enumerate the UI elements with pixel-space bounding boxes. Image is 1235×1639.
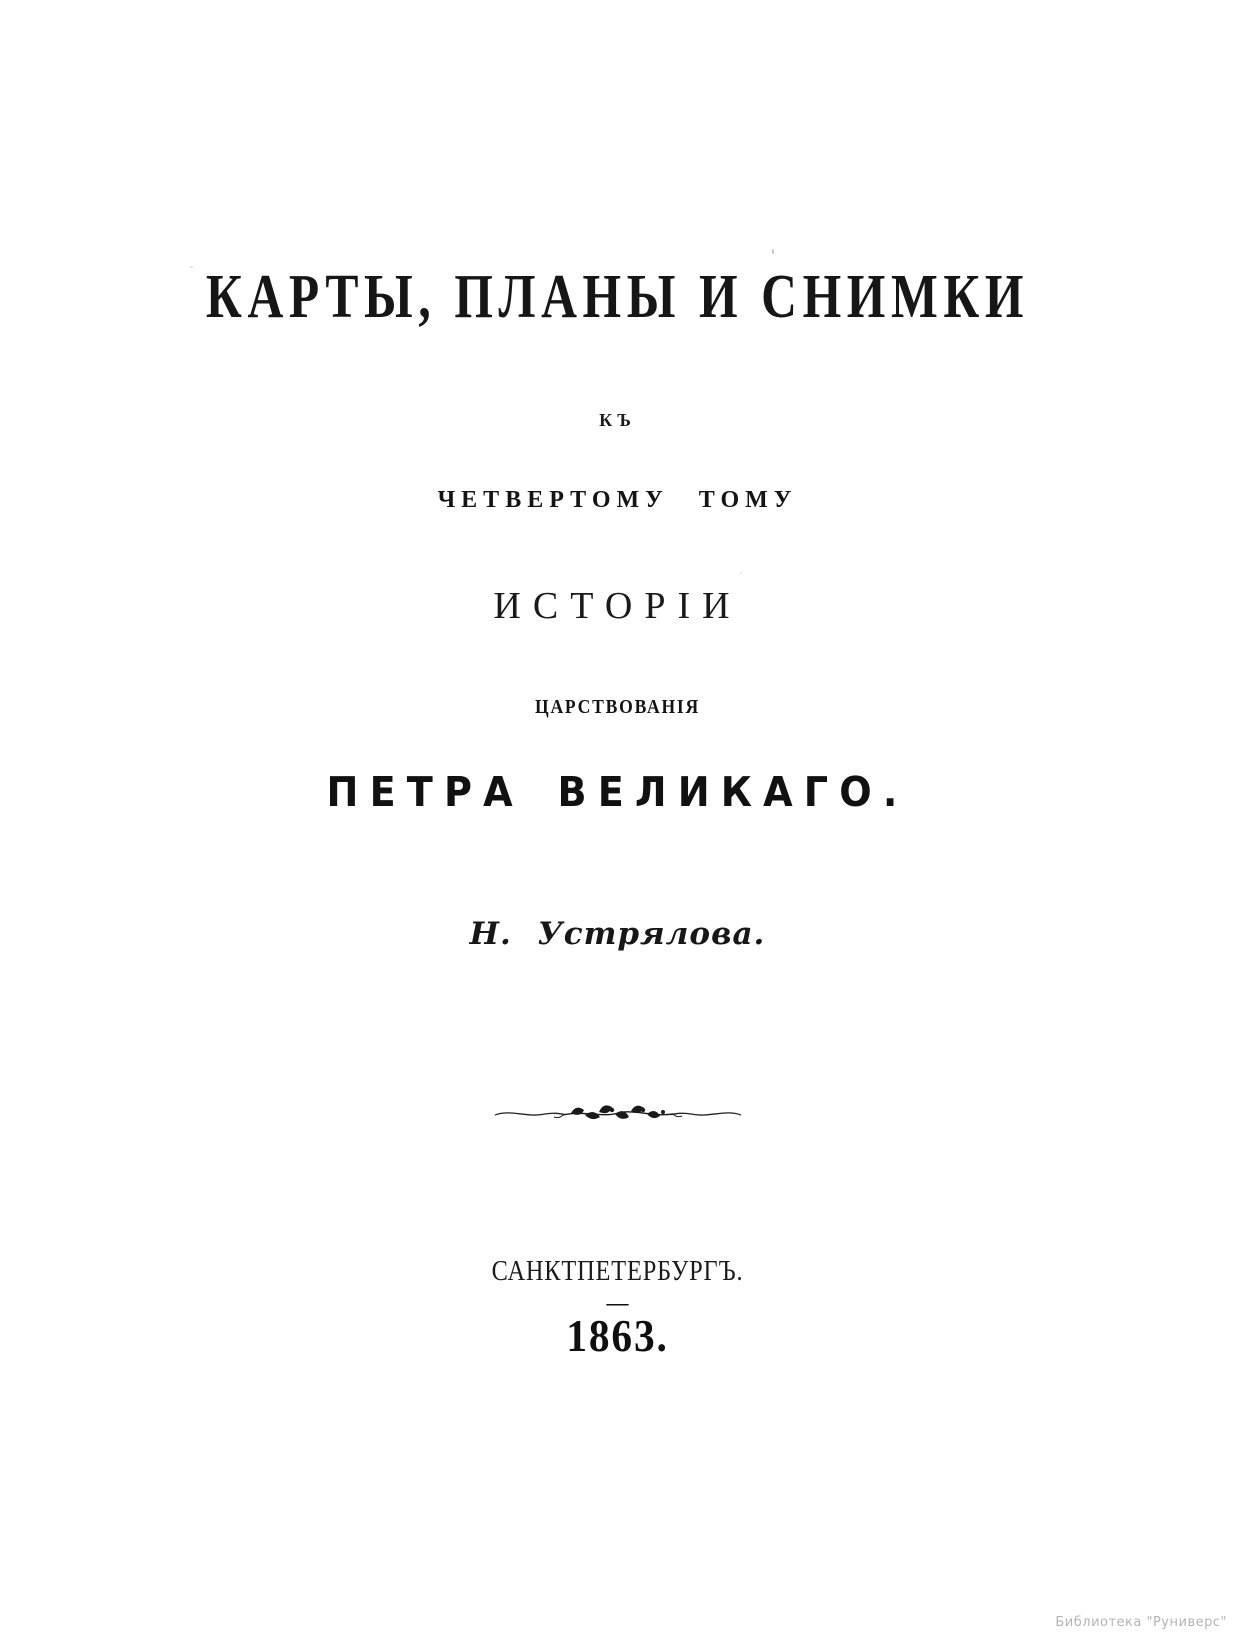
book-main-title: КАРТЫ, ПЛАНЫ И СНИМКИ [205,263,1030,331]
preposition-line: КЪ [599,410,636,430]
imprint-divider-dash: — [606,1290,629,1315]
library-watermark: Библиотека "Руниверс" [1055,1615,1227,1630]
work-title-line: ИСТОРІИ [493,585,742,627]
author-line: Н. Устрялова. [469,916,766,952]
scan-speck [772,249,774,254]
scan-speck [740,572,742,574]
scan-speck [190,266,193,268]
floral-divider-ornament [493,1098,743,1128]
monarch-name-line: ПЕТРА ВЕЛИКАГО. [326,768,909,816]
imprint-year-line: 1863. [566,1311,669,1361]
volume-line: ЧЕТВЕРТОМУ ТОМУ [437,487,798,513]
imprint-city-line: САНКТПЕТЕРБУРГЪ. [491,1255,744,1287]
ornament-row [0,1098,1235,1128]
reign-line: ЦАРСТВОВАНІЯ [535,696,700,718]
